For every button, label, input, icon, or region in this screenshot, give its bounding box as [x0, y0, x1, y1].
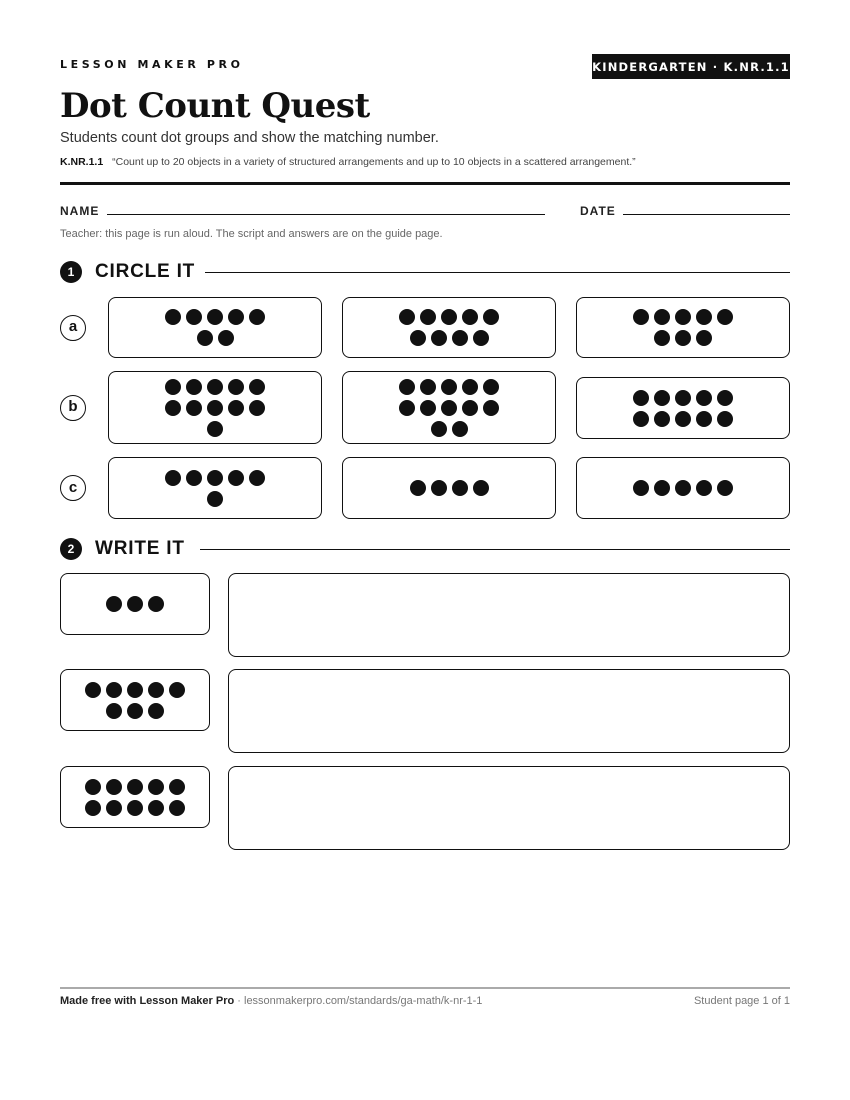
dot [399, 379, 415, 395]
dot-group [61, 767, 209, 827]
dot [165, 379, 181, 395]
dot [633, 480, 649, 496]
worksheet-page [60, 0, 790, 1100]
dot [127, 682, 143, 698]
dot [441, 400, 457, 416]
dot-choice-box[interactable] [342, 297, 556, 358]
dot [462, 400, 478, 416]
dot-row [633, 411, 733, 427]
dot [249, 470, 265, 486]
dot-row [633, 309, 733, 325]
dot-row [654, 330, 712, 346]
dot [462, 309, 478, 325]
dot [127, 596, 143, 612]
dot-group [577, 298, 789, 357]
dot [106, 800, 122, 816]
teacher-note: Teacher: this page is run aloud. The script and answers are on the guide page. [60, 228, 443, 240]
section-number-badge: 2 [60, 538, 82, 560]
grade-badge: KINDERGARTEN · K.NR.1.1 [592, 54, 790, 79]
dot [410, 330, 426, 346]
dot [169, 682, 185, 698]
dot [420, 400, 436, 416]
dot [218, 330, 234, 346]
dot [441, 379, 457, 395]
dot-row [106, 703, 164, 719]
dot [249, 400, 265, 416]
header-divider [60, 182, 790, 185]
dot-choice-box[interactable] [576, 297, 790, 358]
dot-choice-box[interactable] [576, 457, 790, 519]
answer-writing-box[interactable] [228, 669, 790, 753]
dot-choice-box[interactable] [108, 371, 322, 444]
dot-group [109, 458, 321, 518]
dot [186, 470, 202, 486]
dot [228, 470, 244, 486]
dot [207, 379, 223, 395]
dot [85, 800, 101, 816]
page-subtitle: Students count dot groups and show the matching number. [60, 130, 439, 146]
section-circle-it-header [60, 260, 790, 284]
dot [462, 379, 478, 395]
dot [207, 421, 223, 437]
dot-row [207, 421, 223, 437]
dot [106, 596, 122, 612]
dot-row [399, 309, 499, 325]
dot [106, 703, 122, 719]
dot [717, 309, 733, 325]
dot-prompt-box [60, 766, 210, 828]
dot [675, 390, 691, 406]
dot [127, 779, 143, 795]
dot-row [85, 682, 185, 698]
dot [420, 379, 436, 395]
dot-row [85, 800, 185, 816]
dot [228, 309, 244, 325]
dot [654, 309, 670, 325]
dot-choice-box[interactable] [342, 371, 556, 444]
dot-row [165, 400, 265, 416]
dot [399, 309, 415, 325]
page-title: Dot Count Quest [60, 86, 370, 126]
dot-row [633, 480, 733, 496]
dot-row [207, 491, 223, 507]
dot-choice-box[interactable] [576, 377, 790, 439]
row-letter-b: b [60, 395, 86, 421]
section-title: CIRCLE IT [95, 261, 196, 282]
dot [85, 682, 101, 698]
dot-row [633, 390, 733, 406]
brand-name: LESSON MAKER PRO [60, 58, 244, 71]
dot [717, 480, 733, 496]
section-divider [200, 549, 790, 550]
standard-code: K.NR.1.1 [60, 156, 104, 168]
dot [85, 779, 101, 795]
dot-row [410, 480, 489, 496]
dot [127, 703, 143, 719]
dot [186, 400, 202, 416]
dot [207, 309, 223, 325]
dot [207, 470, 223, 486]
dot [228, 400, 244, 416]
dot [165, 400, 181, 416]
dot-group [577, 378, 789, 438]
dot [169, 800, 185, 816]
dot [633, 309, 649, 325]
dot [654, 330, 670, 346]
dot-row [85, 779, 185, 795]
dot [675, 411, 691, 427]
dot [148, 682, 164, 698]
dot [473, 330, 489, 346]
dot [717, 411, 733, 427]
date-field[interactable] [623, 214, 790, 215]
dot [106, 682, 122, 698]
dot-prompt-box [60, 573, 210, 635]
dot-group [343, 372, 555, 443]
answer-writing-box[interactable] [228, 573, 790, 657]
dot [186, 309, 202, 325]
dot [696, 309, 712, 325]
dot [633, 411, 649, 427]
dot [431, 480, 447, 496]
dot [431, 421, 447, 437]
dot [696, 330, 712, 346]
dot-row [197, 330, 234, 346]
dot [654, 411, 670, 427]
answer-writing-box[interactable] [228, 766, 790, 850]
dot-group [109, 298, 321, 357]
footer-url[interactable]: lessonmakerpro.com/standards/ga-math/k-nr-1-1 [244, 995, 483, 1007]
dot [197, 330, 213, 346]
dot [696, 480, 712, 496]
dot [483, 309, 499, 325]
dot [148, 596, 164, 612]
dot-row [431, 421, 468, 437]
dot-group [109, 372, 321, 443]
dot [441, 309, 457, 325]
dot-row [165, 309, 265, 325]
dot [654, 480, 670, 496]
section-title: WRITE IT [95, 538, 185, 559]
dot [452, 330, 468, 346]
dot-group [343, 298, 555, 357]
dot [207, 491, 223, 507]
row-letter-a: a [60, 315, 86, 341]
dot [483, 379, 499, 395]
dot [473, 480, 489, 496]
dot [165, 470, 181, 486]
dot [696, 411, 712, 427]
dot [675, 480, 691, 496]
dot [452, 421, 468, 437]
date-label: DATE [580, 204, 616, 218]
dot [431, 330, 447, 346]
dot [410, 480, 426, 496]
dot [420, 309, 436, 325]
dot [675, 309, 691, 325]
dot [717, 390, 733, 406]
dot [148, 703, 164, 719]
dot-group [61, 574, 209, 634]
dot [106, 779, 122, 795]
dot [228, 379, 244, 395]
dot-choice-box[interactable] [342, 457, 556, 519]
dot-row [399, 400, 499, 416]
dot [399, 400, 415, 416]
dot-choice-box[interactable] [108, 297, 322, 358]
dot [675, 330, 691, 346]
dot-row [165, 470, 265, 486]
dot [127, 800, 143, 816]
footer-made-with: Made free with Lesson Maker Pro [60, 995, 235, 1007]
dot-row [165, 379, 265, 395]
dot [169, 779, 185, 795]
dot [148, 779, 164, 795]
dot [148, 800, 164, 816]
dot [633, 390, 649, 406]
section-number-badge: 1 [60, 261, 82, 283]
dot [186, 379, 202, 395]
dot [696, 390, 712, 406]
dot [452, 480, 468, 496]
section-write-it-header [60, 537, 790, 561]
name-label: NAME [60, 204, 100, 218]
footer-divider [60, 987, 790, 989]
dot [249, 379, 265, 395]
footer-page-label: Student page 1 of 1 [693, 995, 790, 1007]
dot-group [61, 670, 209, 730]
dot-group [577, 458, 789, 518]
row-letter-c: c [60, 475, 86, 501]
dot-row [410, 330, 489, 346]
footer-separator: · [234, 995, 244, 1007]
standard-line [60, 156, 636, 168]
footer-credit [60, 995, 482, 1007]
dot-prompt-box [60, 669, 210, 731]
standard-text: “Count up to 20 objects in a variety of structured arrangements and up to 10 objects in a scattered arrangement.” [112, 156, 636, 168]
dot [165, 309, 181, 325]
name-field[interactable] [107, 214, 545, 215]
dot-row [399, 379, 499, 395]
dot-group [343, 458, 555, 518]
section-divider [205, 272, 790, 273]
dot [249, 309, 265, 325]
dot-choice-box[interactable] [108, 457, 322, 519]
dot [207, 400, 223, 416]
dot [483, 400, 499, 416]
dot-row [106, 596, 164, 612]
dot [654, 390, 670, 406]
